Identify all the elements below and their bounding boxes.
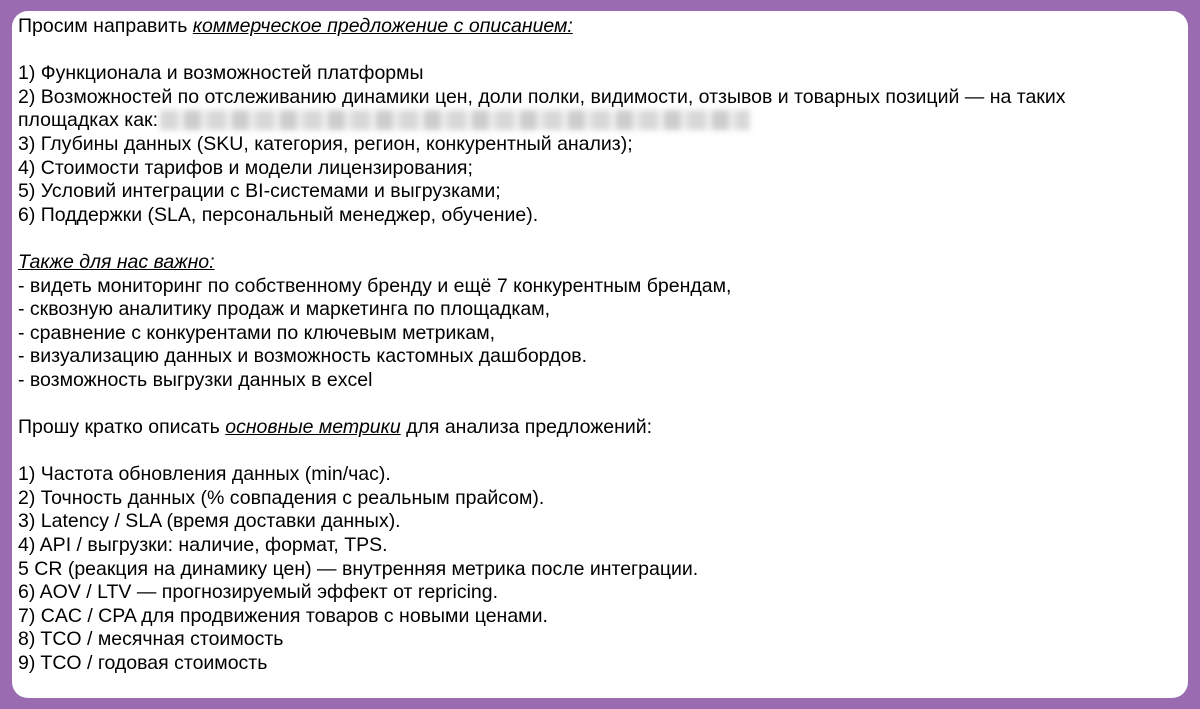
proposal-item-continuation [18, 109, 1184, 133]
metrics-intro-prefix: Прошу кратко описать [18, 416, 226, 439]
purple-frame [5, 5, 1195, 704]
document-text [18, 15, 1184, 676]
document-page [12, 11, 1188, 698]
metric-item: 9) TCO / годовая стоимость [18, 652, 268, 675]
intro-prefix: Просим направить [18, 15, 193, 37]
proposal-item: 5) Условий интеграции с BI-системами и выгрузками; [18, 180, 501, 203]
proposal-item-text: площадках как: [18, 109, 158, 132]
metric-item: 1) Частота обновления данных (min/час). [18, 463, 391, 486]
metric-item: 6) AOV / LTV — прогнозируемый эффект от repricing. [18, 581, 499, 604]
important-heading: Также для нас важно: [18, 250, 215, 273]
redacted-blur [160, 110, 750, 130]
proposal-item: 1) Функционала и возможностей платформы [18, 62, 424, 85]
intro-line [18, 15, 1184, 39]
important-item: - визуализацию данных и возможность кастомных дашбордов. [18, 345, 588, 368]
metric-item: 3) Latency / SLA (время доставки данных). [18, 510, 401, 533]
metric-item: 2) Точность данных (% совпадения с реальным прайсом). [18, 486, 545, 509]
spacer [18, 227, 1184, 251]
proposal-item: 2) Возможностей по отслеживанию динамики цен, доли полки, видимости, отзывов и товарных позиций — на таких [18, 85, 1066, 108]
proposal-item: 4) Стоимости тарифов и модели лицензирования; [18, 156, 473, 179]
proposal-item: 6) Поддержки (SLA, персональный менеджер, обучение). [18, 203, 539, 226]
metrics-intro-suffix: для анализа предложений: [400, 416, 653, 439]
important-heading-line [18, 251, 1184, 275]
intro-emphasis: коммерческое предложение с описанием: [192, 15, 573, 37]
metric-item: 5 CR (реакция на динамику цен) — внутренняя метрика после интеграции. [18, 557, 699, 580]
metric-item: 4) API / выгрузки: наличие, формат, TPS. [18, 534, 388, 557]
important-item: - видеть мониторинг по собственному бренду и ещё 7 конкурентным брендам, [18, 274, 732, 297]
metric-item: 7) CAC / CPA для продвижения товаров с новыми ценами. [18, 604, 548, 627]
spacer [18, 440, 1184, 464]
important-item: - сравнение с конкурентами по ключевым метрикам, [18, 321, 496, 344]
important-item: - возможность выгрузки данных в excel [18, 368, 373, 391]
proposal-item: 3) Глубины данных (SKU, категория, регион, конкурентный анализ); [18, 132, 633, 155]
metric-item: 8) TCO / месячная стоимость [18, 628, 284, 651]
important-item: - сквозную аналитику продаж и маркетинга по площадкам, [18, 298, 551, 321]
spacer [18, 393, 1184, 417]
metrics-intro-emphasis: основные метрики [225, 416, 401, 439]
metrics-intro-line [18, 416, 1184, 440]
spacer [18, 39, 1184, 63]
